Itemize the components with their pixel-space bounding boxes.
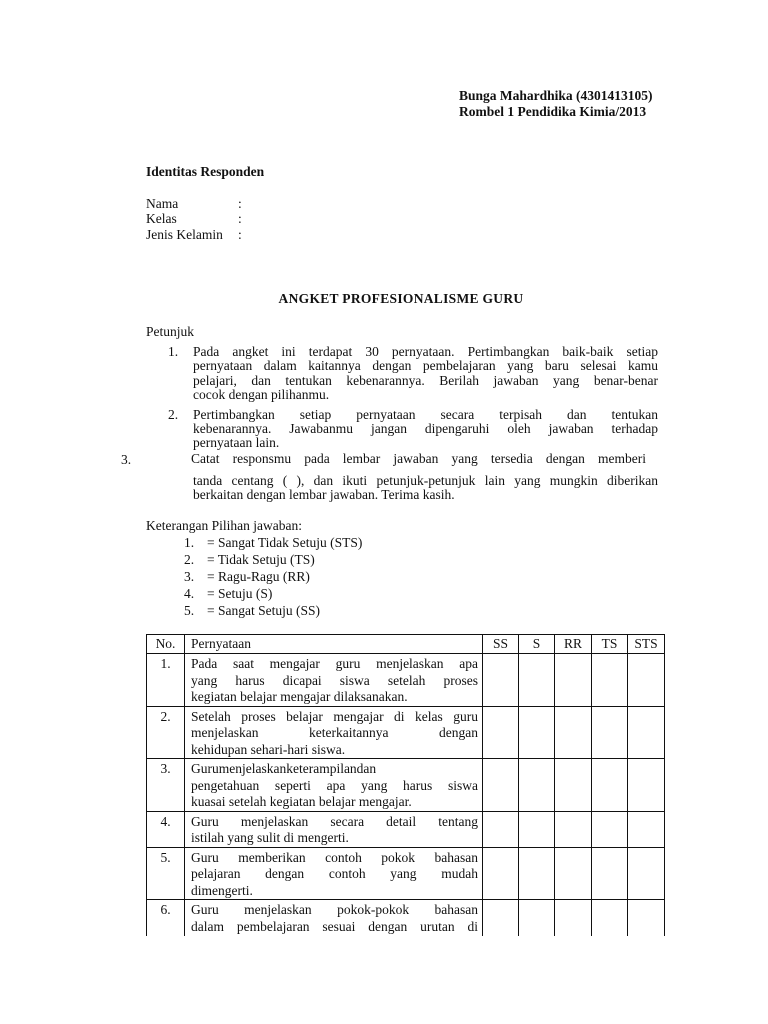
row-number: 4. — [147, 811, 185, 847]
statement-line: Guru menjelaskan secara detail tentang — [191, 813, 478, 829]
row-number: 1. — [147, 654, 185, 707]
answer-cell-sts[interactable] — [628, 900, 665, 936]
answer-cell-rr[interactable] — [555, 654, 592, 707]
statement-line: kehidupan sehari-hari siswa. — [191, 741, 346, 757]
answer-cell-rr[interactable] — [555, 811, 592, 847]
header-s: S — [519, 635, 555, 654]
instruction-3-line-1: Catat responsmu pada lembar jawaban yang tersedia dengan memberi — [191, 451, 646, 466]
statement-line: yang harus dicapai siswa setelah proses — [191, 672, 478, 688]
legend-2-number: 2. — [184, 552, 195, 567]
instruction-1-line-2: pernyataan dalam kaitannya dengan pembelajaran yang baru selesai kamu — [193, 358, 658, 373]
legend-heading: Keterangan Pilihan jawaban: — [146, 518, 302, 533]
answer-cell-ts[interactable] — [592, 847, 628, 900]
statement-line: menjelaskan keterkaitannya dengan — [191, 725, 478, 740]
row-statement — [185, 759, 483, 812]
answer-cell-ss[interactable] — [483, 654, 519, 707]
author-class: Rombel 1 Pendidika Kimia/2013 — [459, 104, 647, 119]
answer-cell-ss[interactable] — [483, 900, 519, 936]
field-kelas-label: Kelas — [146, 211, 177, 226]
instruction-2-line-1: Pertimbangkan setiap pernyataan secara terpisah dan tentukan — [193, 407, 658, 422]
instructions-heading: Petunjuk — [146, 324, 195, 339]
answer-cell-s[interactable] — [519, 847, 555, 900]
page-title: ANGKET PROFESIONALISME GURU — [278, 291, 524, 306]
row-statement — [185, 847, 483, 900]
header-rr: RR — [555, 635, 592, 654]
header-ts: TS — [592, 635, 628, 654]
table-row — [147, 759, 665, 812]
row-number: 2. — [147, 706, 185, 759]
answer-cell-ts[interactable] — [592, 759, 628, 812]
field-gender-colon: : — [238, 227, 242, 242]
answer-cell-rr[interactable] — [555, 706, 592, 759]
table-row — [147, 706, 665, 759]
answer-cell-s[interactable] — [519, 900, 555, 936]
identity-heading: Identitas Responden — [146, 164, 265, 179]
answer-cell-s[interactable] — [519, 811, 555, 847]
answer-cell-ss[interactable] — [483, 847, 519, 900]
answer-cell-sts[interactable] — [628, 811, 665, 847]
author-name: Bunga Mahardhika (4301413105) — [459, 88, 653, 103]
field-gender-label: Jenis Kelamin — [146, 227, 223, 242]
instruction-3-line-3: berkaitan dengan lembar jawaban. Terima kasih. — [193, 487, 455, 502]
answer-cell-sts[interactable] — [628, 706, 665, 759]
legend-5-text: = Sangat Setuju (SS) — [207, 603, 320, 618]
answer-cell-ts[interactable] — [592, 654, 628, 707]
table-header-row — [147, 635, 665, 654]
answer-cell-sts[interactable] — [628, 759, 665, 812]
field-kelas-colon: : — [238, 211, 242, 226]
statement-line: dimengerti. — [191, 882, 253, 898]
statement-line: kuasai setelah kegiatan belajar mengajar. — [191, 794, 412, 809]
header-statement: Pernyataan — [185, 635, 483, 654]
statement-line: pelajaran dengan contoh yang mudah — [191, 866, 478, 881]
legend-1-text: = Sangat Tidak Setuju (STS) — [207, 535, 363, 550]
answer-cell-ts[interactable] — [592, 811, 628, 847]
table-row — [147, 847, 665, 900]
statement-line: Pada saat mengajar guru menjelaskan apa — [191, 656, 478, 671]
answer-cell-s[interactable] — [519, 654, 555, 707]
instruction-1-line-4: cocok dengan pilihanmu. — [193, 387, 330, 402]
table-row — [147, 900, 665, 936]
row-number: 3. — [147, 759, 185, 812]
legend-1-number: 1. — [184, 535, 195, 550]
instruction-1-line-1: Pada angket ini terdapat 30 pernyataan. Pertimbangkan baik-baik setiap — [193, 344, 658, 359]
header-no: No. — [147, 635, 185, 654]
answer-cell-ss[interactable] — [483, 706, 519, 759]
legend-2-text: = Tidak Setuju (TS) — [207, 552, 315, 567]
statement-line: istilah yang sulit di mengerti. — [191, 830, 349, 845]
table-row — [147, 654, 665, 707]
row-statement — [185, 654, 483, 707]
instruction-2-line-3: pernyataan lain. — [193, 435, 280, 450]
instruction-2-number: 2. — [168, 407, 179, 422]
answer-cell-ss[interactable] — [483, 811, 519, 847]
answer-cell-s[interactable] — [519, 759, 555, 812]
answer-cell-sts[interactable] — [628, 847, 665, 900]
header-ss: SS — [483, 635, 519, 654]
instruction-1-line-3: pelajari, dan tentukan kebenarannya. Berilah jawaban yang benar-benar — [193, 373, 658, 388]
answer-cell-ts[interactable] — [592, 900, 628, 936]
answer-cell-rr[interactable] — [555, 847, 592, 900]
row-statement — [185, 706, 483, 759]
instruction-2-line-2: kebenarannya. Jawabanmu jangan dipengaruhi oleh jawaban terhadap — [193, 421, 658, 436]
answer-cell-ss[interactable] — [483, 759, 519, 812]
answer-cell-rr[interactable] — [555, 900, 592, 936]
statement-line: kegiatan belajar mengajar dilaksanakan. — [191, 689, 408, 704]
row-number: 5. — [147, 847, 185, 900]
answer-cell-rr[interactable] — [555, 759, 592, 812]
statement-line: pengetahuan seperti apa yang harus siswa — [191, 777, 478, 793]
statement-line: Gurumenjelaskanketerampilandan — [191, 761, 377, 776]
legend-3-number: 3. — [184, 569, 195, 584]
row-number: 6. — [147, 900, 185, 936]
field-nama-colon: : — [238, 196, 242, 211]
instruction-3-number: 3. — [121, 452, 132, 467]
legend-3-text: = Ragu-Ragu (RR) — [207, 569, 310, 584]
legend-4-text: = Setuju (S) — [207, 586, 273, 601]
row-statement — [185, 811, 483, 847]
legend-4-number: 4. — [184, 586, 195, 601]
instruction-3-line-2: tanda centang ( ), dan ikuti petunjuk-petunjuk lain yang mungkin diberikan — [193, 473, 658, 488]
statement-line: dalam pembelajaran sesuai dengan urutan di — [191, 918, 478, 934]
table-row — [147, 811, 665, 847]
answer-cell-sts[interactable] — [628, 654, 665, 707]
statement-line: Setelah proses belajar mengajar di kelas guru — [191, 708, 478, 724]
statement-line: Guru menjelaskan pokok-pokok bahasan — [191, 902, 478, 917]
header-sts: STS — [628, 635, 665, 654]
statement-line: Guru memberikan contoh pokok bahasan — [191, 849, 478, 865]
answer-cell-s[interactable] — [519, 706, 555, 759]
row-statement — [185, 900, 483, 936]
legend-5-number: 5. — [184, 603, 195, 618]
questionnaire-table — [146, 634, 665, 936]
answer-cell-ts[interactable] — [592, 706, 628, 759]
field-nama-label: Nama — [146, 196, 179, 211]
instruction-1-number: 1. — [168, 344, 179, 359]
